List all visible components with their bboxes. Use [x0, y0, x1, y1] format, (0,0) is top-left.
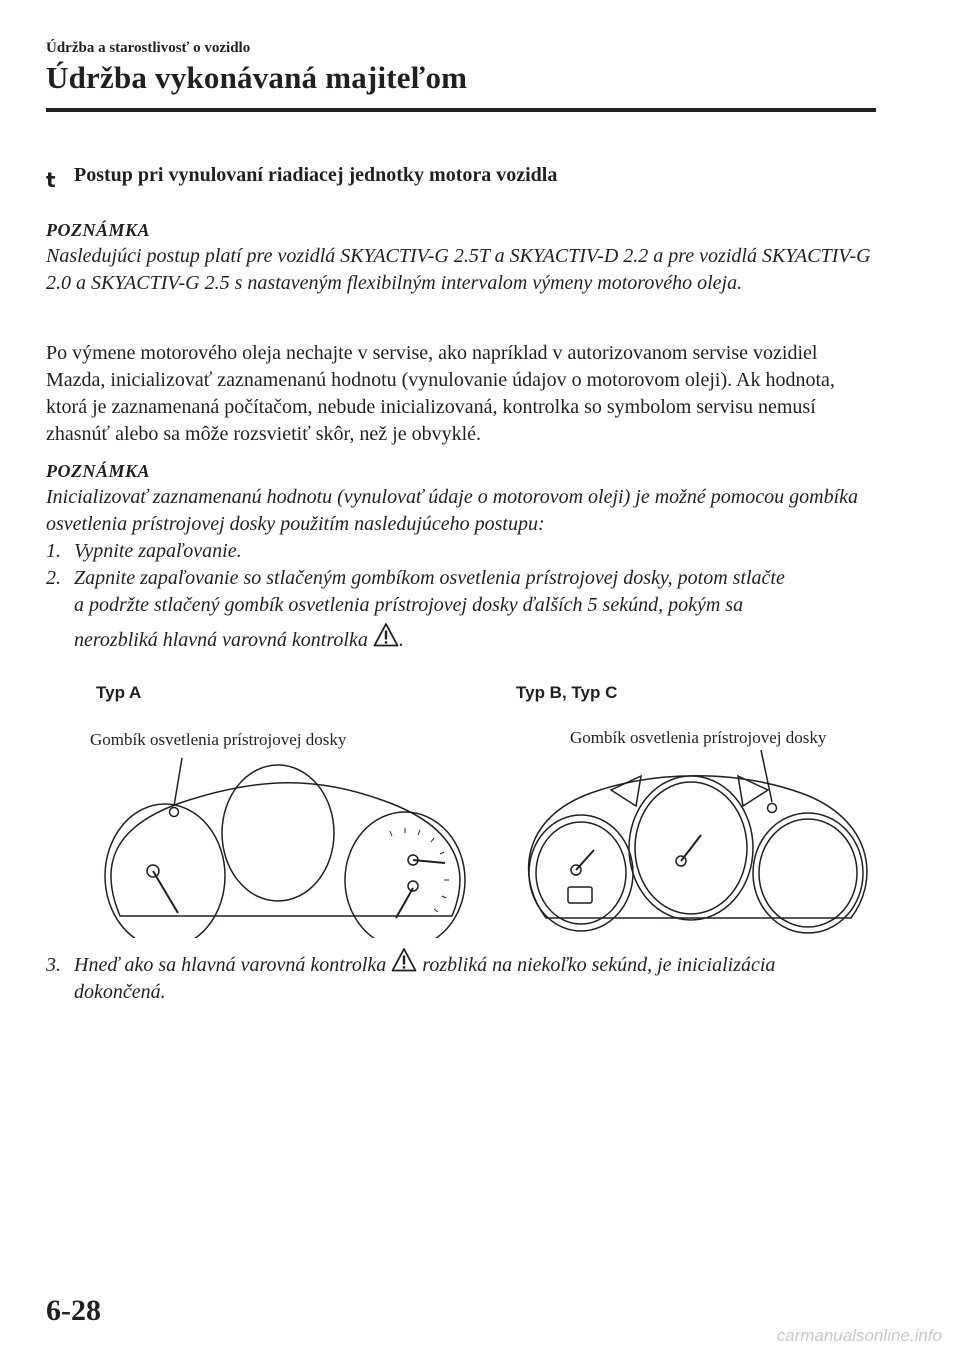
note-text-1: Nasledujúci postup platí pre vozidlá SKYACTIV-G 2.5T a SKYACTIV-D 2.2 a pre vozidlá SKYACTIV-G 2.0 a SKYACTIV-G 2.5 s nastaveným flexibilným intervalom výmeny motorového oleja.: [46, 245, 871, 294]
left-gauge-inner: [536, 822, 626, 924]
step-2: [46, 565, 906, 619]
warning-triangle-icon: [391, 947, 417, 973]
left-gauge: [105, 804, 225, 938]
step-3: [46, 947, 775, 1006]
figure-a-callout: Gombík osvetlenia prístrojovej dosky: [90, 730, 347, 749]
instrument-cluster-type-a: [100, 748, 470, 938]
instrument-cluster-type-bc: [516, 748, 876, 938]
step-text-line1-end: rozbliká na niekoľko sekúnd, je inicializácia: [422, 954, 776, 976]
step-text-line3: nerozbliká hlavná varovná kontrolka: [74, 629, 368, 651]
warning-triangle-icon: [373, 622, 399, 648]
note-label-2: POZNÁMKA: [46, 461, 151, 481]
figure-bc-callout: Gombík osvetlenia prístrojovej dosky: [570, 728, 827, 747]
step-text-line1: Zapnite zapaľovanie so stlačeným gombíkom osvetlenia prístrojovej dosky, potom stlačte: [74, 567, 785, 589]
left-gauge-outer: [529, 815, 633, 931]
step-number: 1.: [46, 540, 61, 562]
dimmer-knob: [170, 808, 179, 817]
left-display: [568, 887, 592, 903]
note-text-2: Inicializovať zaznamenanú hodnotu (vynulovať údaje o motorovom oleji) je možné pomocou gombíka osvetlenia prístrojovej dosky použitím nasledujúceho postupu:: [46, 486, 859, 535]
center-gauge: [222, 765, 334, 901]
page-number: 6-28: [46, 1294, 101, 1327]
step-number: 2.: [46, 567, 61, 589]
title-rule: [46, 108, 876, 112]
step-text-line2: a podržte stlačený gombík osvetlenia prístrojovej dosky ďalších 5 sekúnd, pokým sa: [74, 594, 744, 616]
dimmer-knob: [768, 804, 777, 813]
step-text-line2: dokončená.: [74, 981, 166, 1003]
step-1: [46, 538, 906, 565]
step-text-line1: Hneď ako sa hlavná varovná kontrolka: [74, 954, 387, 976]
step-2-line3: [46, 622, 404, 654]
cluster-outline: [529, 776, 867, 918]
figure-bc-label: Typ B, Typ C: [516, 683, 618, 702]
body-paragraph: Po výmene motorového oleja nechajte v servise, ako napríklad v autorizovanom servise vozidiel Mazda, inicializovať zaznamenanú hodnotu (vynulovanie údajov o motorovom oleji). Ak hodnota, ktorá je zaznamenaná počítačom, nebude inicializovaná, kontrolka so symbolom servisu nemusí zhasnúť alebo sa môže rozsvietiť skôr, než je obvyklé.: [46, 342, 835, 445]
watermark: carmanualsonline.info: [776, 1326, 942, 1345]
step-number: 3.: [46, 954, 61, 976]
step-text: Vypnite zapaľovanie.: [74, 540, 242, 562]
note-label-1: POZNÁMKA: [46, 220, 151, 240]
page-title: Údržba vykonávaná majiteľom: [46, 60, 468, 95]
figure-a-label: Typ A: [96, 683, 142, 702]
right-gauge-outer: [753, 813, 863, 933]
section-marker: t: [46, 168, 56, 192]
step-text-line3-end: .: [398, 629, 404, 651]
right-gauge-inner: [759, 819, 857, 927]
section-heading: Postup pri vynulovaní riadiacej jednotky motora vozidla: [74, 164, 558, 186]
chapter-title: Údržba a starostlivosť o vozidlo: [46, 40, 251, 56]
